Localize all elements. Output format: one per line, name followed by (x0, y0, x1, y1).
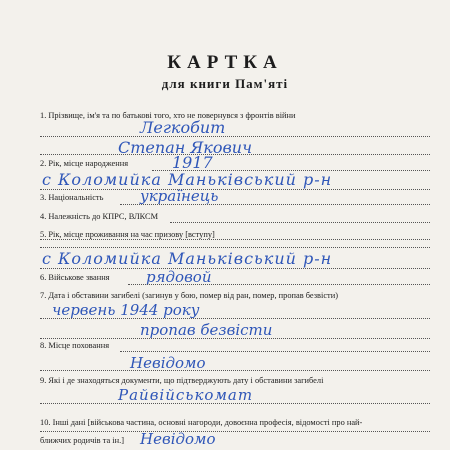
card-title: КАРТКА (167, 52, 283, 73)
handwritten-other: Невідомо (140, 430, 216, 448)
handwritten-burial: Невідомо (130, 354, 206, 372)
field-3-label: 3. Національність (40, 193, 104, 202)
handwritten-name: Степан Якович (118, 138, 253, 157)
handwritten-surname: Легкобит (140, 118, 226, 137)
field-1-label: 1. Прізвище, ім'я та по батькові того, хто не повернувся з фронтів війни (40, 111, 296, 120)
field-5-label: 5. Рік, місце проживання на час призову [вступу] (40, 230, 215, 239)
handwritten-death-circumstances: пропав безвісти (140, 321, 273, 339)
field-4-line-2 (40, 239, 430, 240)
card-subtitle: для книги Пам'яті (161, 76, 289, 91)
field-2-line-2 (40, 189, 430, 190)
field-9-line (40, 403, 430, 404)
field-8-label: 8. Місце поховання (40, 341, 110, 350)
field-5-line-2 (40, 268, 430, 269)
field-8-line (120, 351, 430, 352)
field-7-label: 7. Дата і обставини загибелі (загинув у бою, помер від ран, помер, пропав безвісти) (40, 291, 338, 300)
field-2-label: 2. Рік, місце народження (40, 159, 129, 168)
field-7-line-2 (40, 338, 430, 339)
field-4-line (170, 222, 430, 223)
field-6-line (128, 284, 430, 285)
handwritten-nationality: українець (140, 187, 219, 205)
field-4-label: 4. Належність до КПРС, ВЛКСМ (40, 212, 159, 221)
field-3-line (120, 204, 430, 205)
handwritten-documents: Райвійськомат (118, 386, 254, 404)
field-10-label-2: ближчих родичів та ін.] (40, 436, 124, 445)
handwritten-birth-year: 1917 (172, 153, 213, 172)
handwritten-death-date: червень 1944 року (52, 301, 200, 319)
field-10-line (40, 431, 430, 432)
field-7-line (40, 318, 430, 319)
field-9-label: 9. Які і де знаходяться документи, що підтверджують дату і обставини загибелі (40, 376, 324, 385)
handwritten-rank: рядовой (146, 268, 212, 286)
field-1-line-2 (40, 154, 430, 155)
field-8-line-2 (40, 370, 430, 371)
field-6-label: 6. Військове звання (40, 273, 110, 282)
field-1-line (40, 136, 430, 137)
handwritten-birth-place: с Коломийка Маньківський р-н (42, 170, 333, 189)
field-10-label: 10. Інші дані [військова частина, основні нагороди, довоєнна професія, відомості про най- (40, 418, 363, 427)
handwritten-residence: с Коломийка Маньківський р-н (42, 249, 333, 268)
field-5-line (40, 247, 430, 248)
